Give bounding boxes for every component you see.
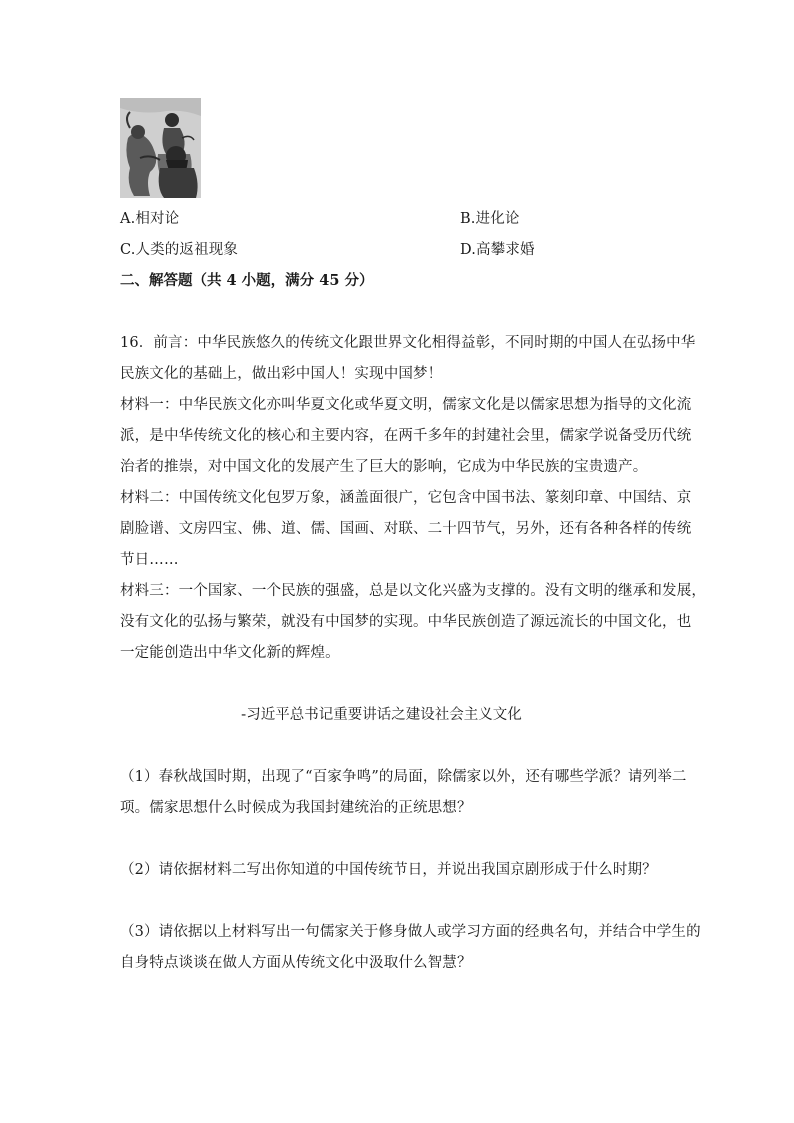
subquestion-1-line: 项。儒家思想什么时候成为我国封建统治的正统思想？ [120, 800, 472, 816]
material-three-line: 一定能创造出中华文化新的辉煌。 [120, 645, 340, 661]
material-one-line: 派，是中华传统文化的核心和主要内容，在两千多年的封建社会里，儒家学说备受历代统 [120, 428, 692, 444]
material-three-line: 材料三：一个国家、一个民族的强盛，总是以文化兴盛为支撑的。没有文明的继承和发展， [120, 583, 706, 599]
darwin-ape-cartoon-drawing [120, 98, 201, 198]
section-heading: 二、解答题（共 4 小题，满分 45 分） [120, 272, 374, 289]
subquestion-3-line: （3）请依据以上材料写出一句儒家关于修身做人或学习方面的经典名句，并结合中学生的 [120, 924, 701, 940]
option-d: D.高攀求婚 [460, 242, 535, 258]
preface-line: 16．前言：中华民族悠久的传统文化跟世界文化相得益彰，不同时期的中国人在弘扬中华 [120, 335, 696, 351]
material-two-line: 材料二：中国传统文化包罗万象，涵盖面很广，它包含中国书法、篆刻印章、中国结、京 [120, 490, 692, 506]
cartoon-illustration [120, 98, 201, 198]
material-two-line: 节日…… [120, 552, 179, 568]
source-citation: -习近平总书记重要讲话之建设社会主义文化 [241, 707, 522, 723]
material-one-line: 材料一：中华民族文化亦叫华夏文化或华夏文明，儒家文化是以儒家思想为指导的文化流 [120, 397, 692, 413]
option-c: C.人类的返祖现象 [120, 242, 239, 258]
option-a: A.相对论 [120, 211, 180, 227]
material-one-line: 治者的推崇，对中国文化的发展产生了巨大的影响，它成为中华民族的宝贵遗产。 [120, 459, 648, 475]
subquestion-1-line: （1）春秋战国时期，出现了“百家争鸣”的局面，除儒家以外，还有哪些学派？请列举二 [120, 769, 687, 785]
subquestion-3-line: 自身特点谈谈在做人方面从传统文化中汲取什么智慧？ [120, 955, 472, 971]
preface-line: 民族文化的基础上，做出彩中国人！实现中国梦！ [120, 366, 443, 382]
material-three-line: 没有文化的弘扬与繁荣，就没有中国梦的实现。中华民族创造了源远流长的中国文化，也 [120, 614, 692, 630]
option-b: B.进化论 [460, 211, 520, 227]
material-two-line: 剧脸谱、文房四宝、佛、道、儒、国画、对联、二十四节气，另外，还有各种各样的传统 [120, 521, 692, 537]
subquestion-2-line: （2）请依据材料二写出你知道的中国传统节日，并说出我国京剧形成于什么时期？ [120, 862, 657, 878]
